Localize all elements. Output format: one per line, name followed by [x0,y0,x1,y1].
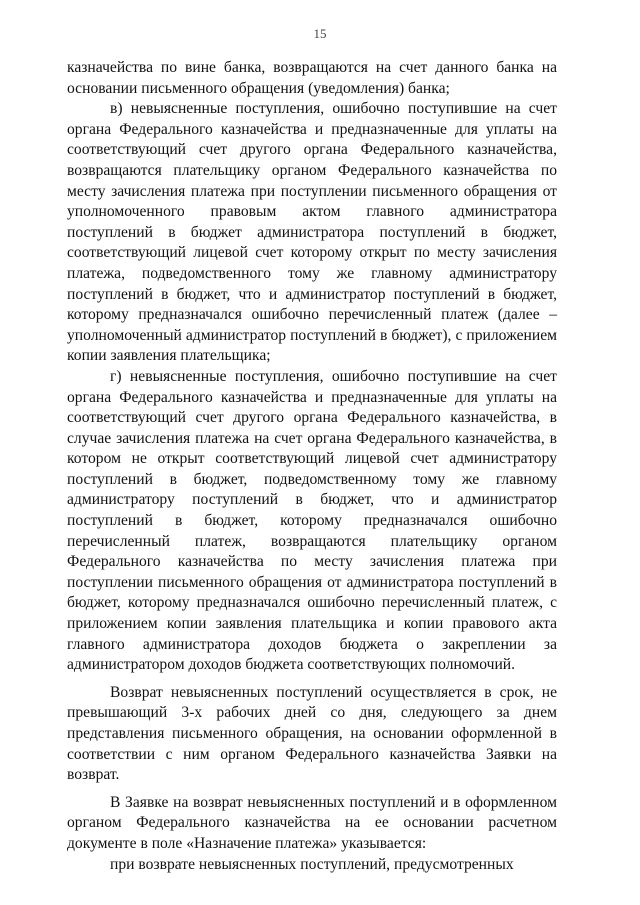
document-body [67,58,557,875]
paragraph-continuation: казначейства по вине банка, возвращаются на счет данного банка на основании письменного обращения (уведомления) банка; [67,59,557,97]
page-number: 15 [313,26,327,41]
paragraph-request-fields: В Заявке на возврат невыясненных поступлений и в оформленном органом Федерального казначейства на ее основании расчетном документе в поле «Назначение платежа» указывается: [67,793,557,852]
paragraph-item-g: г) невыясненные поступления, ошибочно поступившие на счет органа Федерального казначейства и предназначенные для уплаты на соответствующий счет другого органа Федерального казначейства, в случае зачисления платежа на счет органа Федерального казначейства, в котором не открыт соответствующий лицевой счет администратору поступлений в бюджет, подведомственному тому же главному администратору поступлений в бюджет, что и администратор поступлений в бюджет, которому предназначался ошибочно перечисленный платеж, возвращаются плательщику органом Федерального казначейства по месту зачисления платежа при поступлении письменного обращения от администратора поступлений в бюджет, которому предназначался ошибочно перечисленный платеж, с приложением копии заявления плательщика и копии правового акта главного администратора доходов бюджета о закреплении за администратором доходов бюджета соответствующих полномочий. [67,367,557,674]
paragraph-return-term: Возврат невыясненных поступлений осуществляется в срок, не превышающий 3-х рабочих дней со дня, следующего за днем представления письменного обращения, на основании оформленной в соответствии с ним органом Федерального казначейства Заявки на возврат. [67,683,557,784]
paragraph-return-case: при возврате невыясненных поступлений, предусмотренных [110,855,514,873]
paragraph-item-v: в) невыясненные поступления, ошибочно поступившие на счет органа Федерального казначейства и предназначенные для уплаты на соответствующий счет другого органа Федерального казначейства, возвращаются плательщику органом Федерального казначейства по месту зачисления платежа при поступлении письменного обращения от уполномоченного правовым актом главного администратора поступлений в бюджет администратора поступлений в бюджет, соответствующий лицевой счет которому открыт по месту зачисления платежа, подведомственного тому же главному администратору поступлений в бюджет, что и администратор поступлений в бюджет, которому предназначался ошибочно перечисленный платеж (далее – уполномоченный администратор поступлений в бюджет), с приложением копии заявления плательщика; [67,100,557,365]
